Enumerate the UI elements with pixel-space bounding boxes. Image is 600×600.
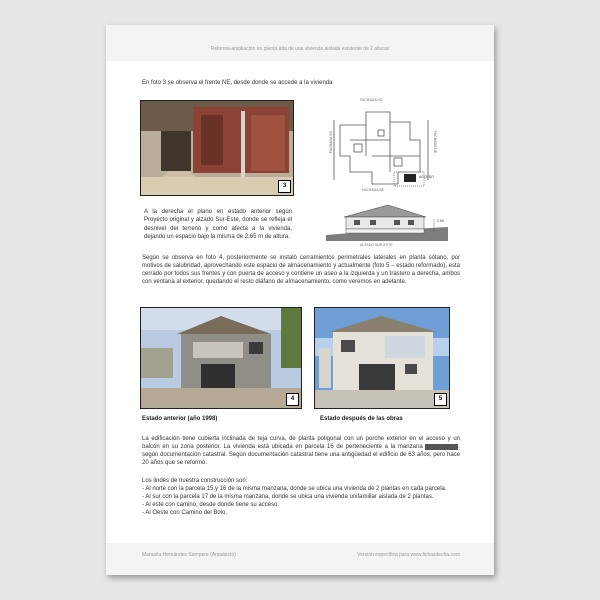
elevation-caption: ALZADO SUR-ESTE — [360, 243, 393, 247]
intro-text: En foto 3 se observa el frente NE, desde donde se accede a la vivienda — [142, 80, 333, 86]
plan-label-top: FACHADA NO — [360, 98, 383, 102]
caption-after: Estado después de las obras — [320, 416, 403, 422]
paragraph-2 — [142, 435, 460, 467]
boundary-item-west: - Al Oeste con Camino del Bolo. — [142, 510, 228, 516]
paragraph-2-a: La edificación tiene cubierta inclinada de teja curva, de planta poligonal con un porche exterior en el acceso y un balcón en su zona posterior. La vivienda está ubicada en parcela 16 de perteneciente a la manzana — [142, 436, 460, 450]
photo-5 — [314, 307, 450, 409]
boundaries-list — [142, 477, 462, 517]
photo-5-badge: 5 — [434, 393, 447, 406]
footer-version: Versión específica para www.fichasdecha.com — [357, 552, 460, 558]
plan-label-access: ACCESO — [419, 175, 434, 179]
header-title: Reforma-ampliación en planta alta de una vivienda aislada existente de 2 alturas — [210, 46, 390, 52]
document-page — [106, 25, 494, 575]
boundary-item-east: - Al este con camino, desde donde tiene su acceso. — [142, 502, 280, 508]
photo-4-image — [141, 308, 301, 408]
paragraph-1: Según se observa en foto 4, posteriormente se instaló cerramientos perimetrales laterales en planta sótano, por motivos de salubridad, aprovechando este espacio de almacenamiento y actualmente (foto 5 – estado reformado), está cerrado por todos sus frentes y con puerta de acceso y contiene un aseo a la izquierda y un trastero a derecha, ambos con ventana al exterior, quedando el resto diáfano de almacenamiento, como veremos en adelante. — [142, 255, 460, 285]
plan-label-right: FACHADA NE — [433, 130, 438, 154]
plan-label-bottom: FACHADA SE — [362, 188, 384, 192]
footer-author: Manuela Hernández Sampere (Arquitecto) — [142, 552, 236, 558]
photo-3-badge: 3 — [278, 180, 291, 193]
page-footer — [106, 543, 494, 575]
photo-4 — [140, 307, 302, 409]
paragraph-2-b: , según documentación catastral. Según documentación catastral tiene una antigüedad el edificio de 63 años, pero hace 20 años que se reformó. — [142, 444, 460, 466]
photo-3-image — [141, 101, 293, 195]
photo-5-image — [315, 308, 449, 408]
photo-4-badge: 4 — [286, 393, 299, 406]
boundary-item-north: - Al norte con la parcela 15 y 16 de la misma manzana, donde se ubica una vivienda de 2 plantas en cada parcela. — [142, 486, 447, 492]
boundary-item-south: - Al sur con la parcela 17 de la misma manzana, donde se ubica una vivienda unifamiliar aislada de 2 plantas. — [142, 494, 434, 500]
floor-plan — [328, 100, 456, 200]
redacted-block: xxxxxxxxxxx — [425, 444, 459, 450]
boundaries-title: Los lindes de nuestra construcción son: — [142, 478, 248, 484]
page-header — [106, 25, 494, 61]
elevation-level: 2,65 — [437, 219, 444, 223]
elevation-svg — [326, 201, 448, 245]
plan-label-left: FACHADA SO — [329, 130, 334, 154]
photo-3 — [140, 100, 294, 196]
elevation-drawing — [326, 201, 448, 249]
side-note: A la derecha el plano en estado anterior según Proyecto original y alzado Sur-Este, donde se refleja el desnivel del terreno y como afecta a la vivienda, dejando un espacio bajo la misma de 2,65 m de altura. — [144, 209, 292, 240]
caption-before: Estado anterior (año 1998) — [142, 416, 218, 422]
